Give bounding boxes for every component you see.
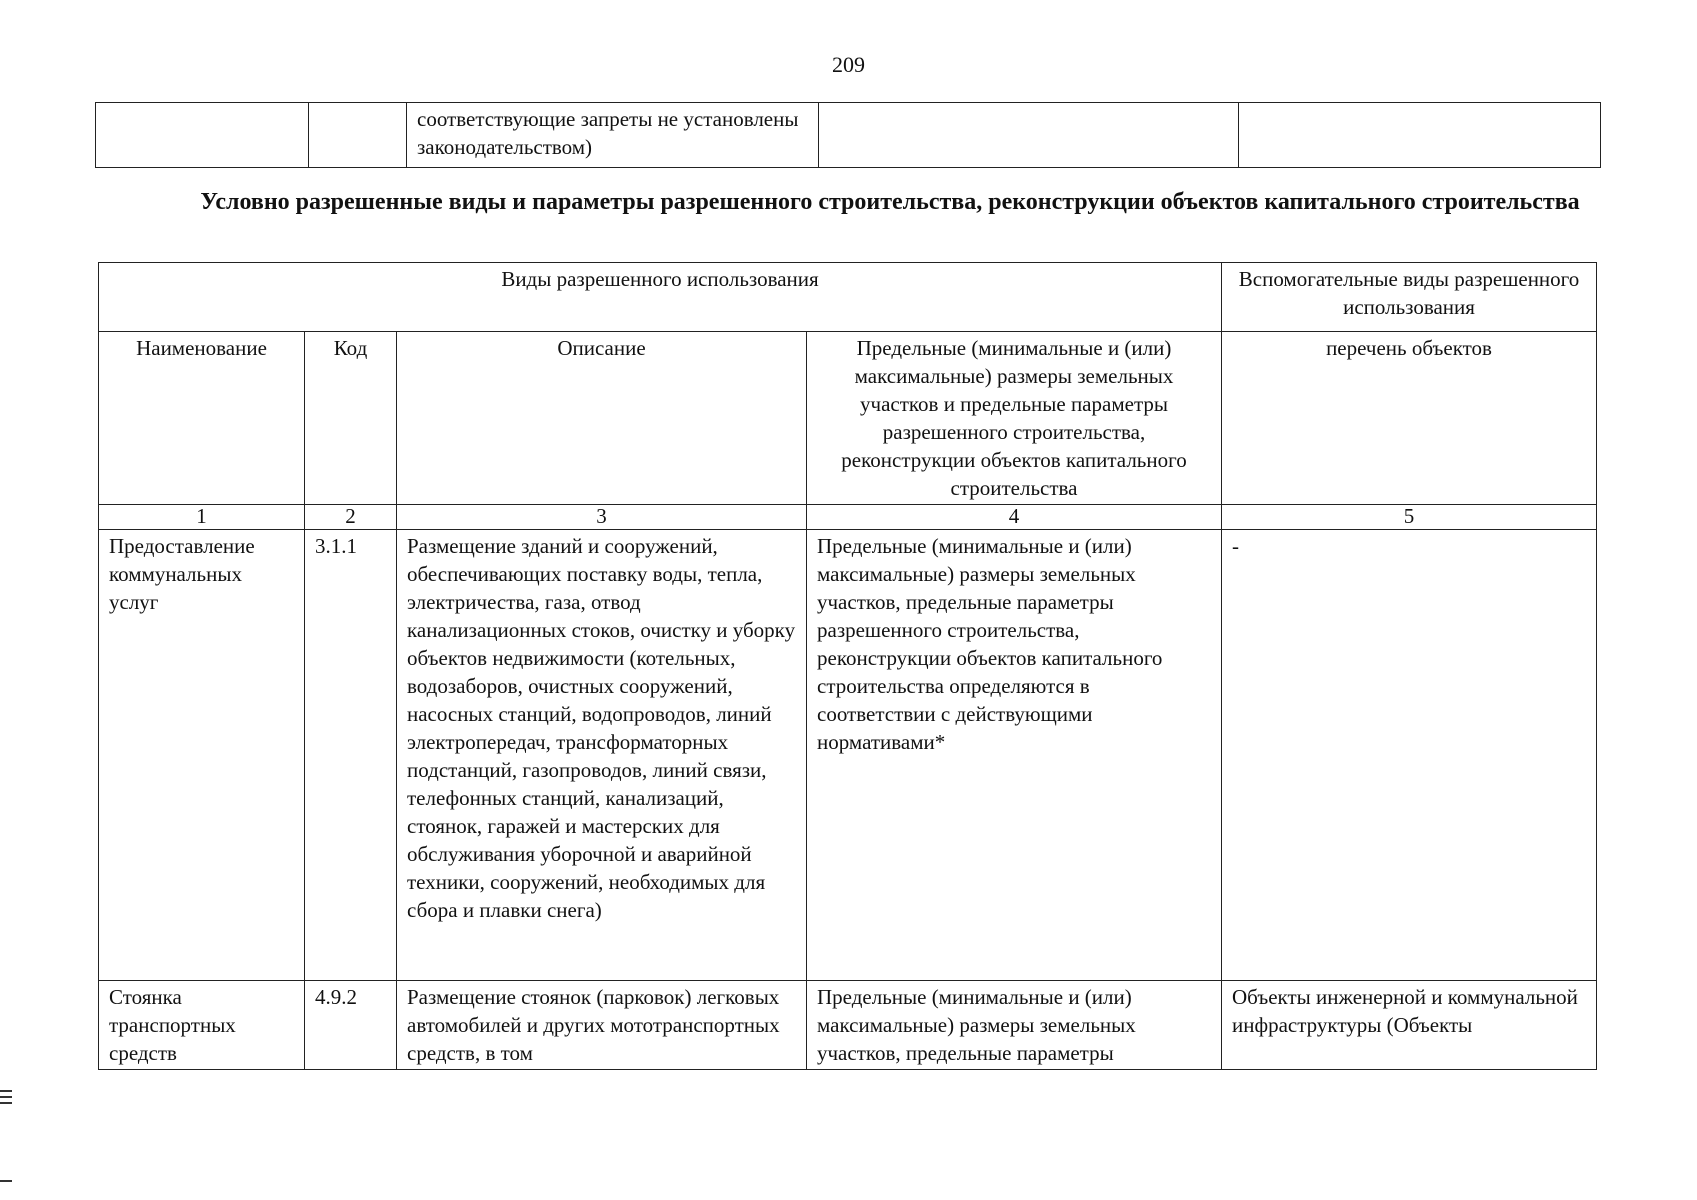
section-title: Условно разрешенные виды и параметры разрешенного строительства, реконструкции объектов капитального строительства <box>200 189 1580 215</box>
column-header-description: Описание <box>397 332 807 505</box>
column-number: 2 <box>305 505 397 530</box>
column-number: 4 <box>807 505 1222 530</box>
cell-limits: Предельные (минимальные и (или) максимальные) размеры земельных участков, предельные параметры <box>807 981 1222 1070</box>
scan-edge-mark <box>0 1096 12 1098</box>
column-number: 5 <box>1222 505 1597 530</box>
cell-description: Размещение зданий и сооружений, обеспечивающих поставку воды, тепла, электричества, газа, отвод канализационных стоков, очистку и уборку объектов недвижимости (котельных, водозаборов, очистных сооружений, насосных станций, водопроводов, линий электропередач, трансформаторных подстанций, газопроводов, линий связи, телефонных станций, канализаций, стоянок, гаражей и мастерских для обслуживания уборочной и аварийной техники, сооружений, необходимых для сбора и плавки снега) <box>397 530 807 981</box>
cell-code: 4.9.2 <box>305 981 397 1070</box>
page-number: 209 <box>832 52 865 77</box>
cell-auxiliary: - <box>1222 530 1597 981</box>
cell-auxiliary: Объекты инженерной и коммунальной инфраструктуры (Объекты <box>1222 981 1597 1070</box>
scan-edge-mark <box>0 1090 12 1092</box>
table-cell <box>819 103 1239 168</box>
header-main-uses: Виды разрешенного использования <box>99 263 1222 332</box>
table-cell: соответствующие запреты не установлены законодательством) <box>407 103 819 168</box>
table-column-headers <box>99 332 1597 505</box>
table-row <box>96 103 1601 168</box>
table-row <box>99 530 1597 981</box>
column-number: 3 <box>397 505 807 530</box>
cell-code: 3.1.1 <box>305 530 397 981</box>
cell-limits: Предельные (минимальные и (или) максимальные) размеры земельных участков, предельные параметры разрешенного строительства, реконструкции объектов капитального строительства определяются в соответствии с действующими нормативами* <box>807 530 1222 981</box>
table-column-numbers <box>99 505 1597 530</box>
header-auxiliary-uses: Вспомогательные виды разрешенного использования <box>1222 263 1597 332</box>
column-header-code: Код <box>305 332 397 505</box>
table-cell <box>1239 103 1601 168</box>
scan-edge-mark <box>0 1102 12 1104</box>
cell-name: Стоянка транспортных средств <box>99 981 305 1070</box>
column-number: 1 <box>99 505 305 530</box>
cell-name: Предоставление коммунальных услуг <box>99 530 305 981</box>
table-cell <box>309 103 407 168</box>
table-row <box>99 981 1597 1070</box>
column-header-objects-list: перечень объектов <box>1222 332 1597 505</box>
table-group-header <box>99 263 1597 332</box>
previous-table-continuation <box>95 102 1601 168</box>
permitted-use-table <box>98 262 1597 1070</box>
column-header-name: Наименование <box>99 332 305 505</box>
table-cell <box>96 103 309 168</box>
scan-edge-mark <box>0 1180 12 1182</box>
cell-description: Размещение стоянок (парковок) легковых автомобилей и других мототранспортных средств, в том <box>397 981 807 1070</box>
column-header-limits: Предельные (минимальные и (или) максимальные) размеры земельных участков и предельные параметры разрешенного строительства, реконструкции объектов капитального строительства <box>807 332 1222 505</box>
